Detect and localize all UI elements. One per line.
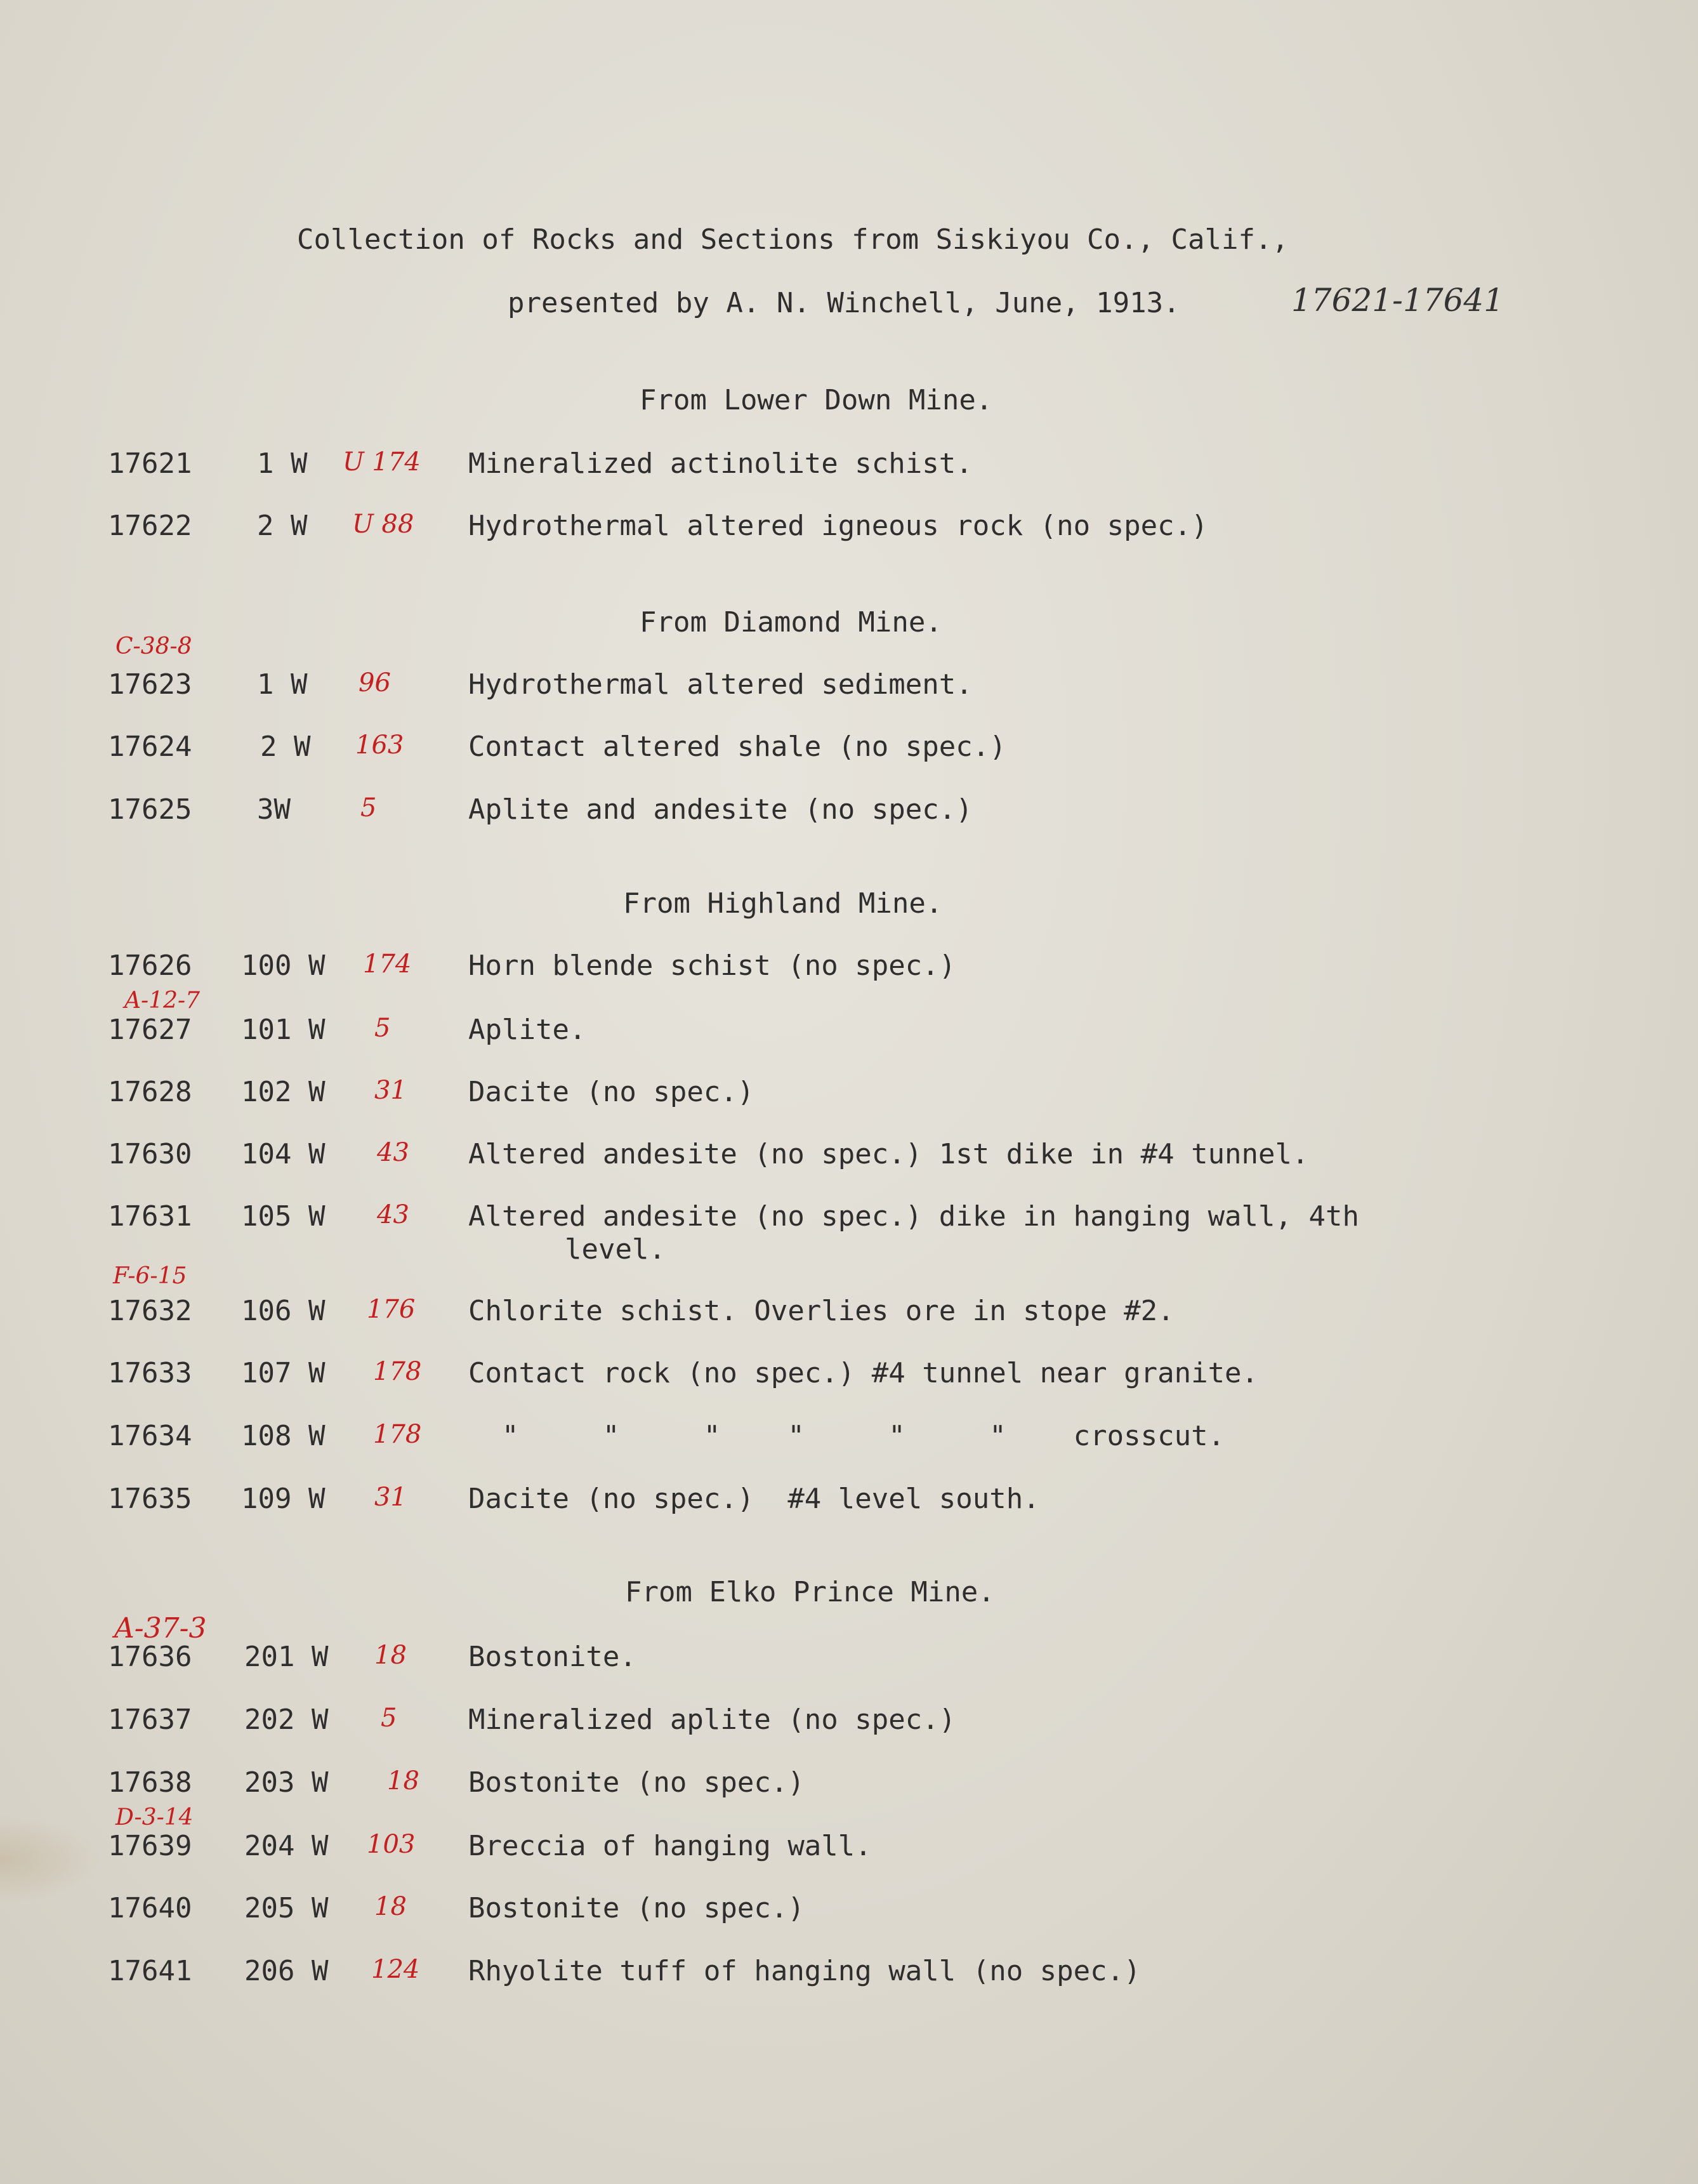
rock-description: Dacite (no spec.) #4 level south. — [468, 1483, 1040, 1515]
red-annotation: 18 — [374, 1892, 407, 1921]
red-annotation: 5 — [360, 793, 377, 823]
section-heading-diamond-mine: From Diamond Mine. — [640, 606, 942, 639]
rock-description: Mineralized actinolite schist. — [468, 447, 973, 480]
rock-description: Chlorite schist. Overlies ore in stope #2. — [468, 1295, 1175, 1327]
section-heading-elko-prince-mine: From Elko Prince Mine. — [625, 1576, 995, 1608]
field-code: 206 W — [244, 1955, 329, 1987]
field-code: 109 W — [241, 1483, 326, 1515]
catalog-number: 17622 — [108, 510, 192, 542]
field-code: 108 W — [241, 1420, 326, 1452]
rock-description: Rhyolite tuff of hanging wall (no spec.) — [468, 1955, 1141, 1987]
red-annotation: 178 — [373, 1357, 422, 1386]
field-code: 201 W — [244, 1641, 329, 1673]
margin-annotation: D-3-14 — [115, 1804, 194, 1830]
catalog-number: 17625 — [108, 793, 192, 826]
catalog-number: 17633 — [108, 1357, 192, 1389]
red-annotation: U 174 — [343, 447, 421, 477]
rock-description-continued: level. — [565, 1233, 666, 1266]
red-annotation: U 88 — [352, 510, 414, 539]
red-annotation: 103 — [367, 1830, 416, 1859]
rock-description: Bostonite (no spec.) — [468, 1766, 805, 1799]
catalog-number: 17639 — [108, 1830, 192, 1862]
catalog-number: 17623 — [108, 668, 192, 701]
rock-description: Aplite. — [468, 1014, 586, 1046]
catalog-number: 17638 — [108, 1766, 192, 1799]
field-code: 100 W — [241, 950, 326, 982]
rock-description: Mineralized aplite (no spec.) — [468, 1704, 956, 1736]
catalog-number: 17628 — [108, 1076, 192, 1108]
section-heading-highland-mine: From Highland Mine. — [623, 887, 943, 920]
field-code: 104 W — [241, 1138, 326, 1170]
catalog-range-note: 17621-17641 — [1291, 282, 1504, 319]
red-annotation: 174 — [363, 950, 412, 979]
field-code: 107 W — [241, 1357, 326, 1389]
red-annotation: 31 — [374, 1076, 407, 1105]
catalog-number: 17626 — [108, 950, 192, 982]
catalog-number: 17632 — [108, 1295, 192, 1327]
red-annotation: 176 — [367, 1295, 416, 1324]
red-annotation: 31 — [374, 1483, 407, 1512]
catalog-number: 17621 — [108, 447, 192, 480]
rock-description: Breccia of hanging wall. — [468, 1830, 872, 1862]
field-code: 101 W — [241, 1014, 326, 1046]
rock-description: Dacite (no spec.) — [468, 1076, 754, 1108]
catalog-number: 17624 — [108, 731, 192, 763]
field-code: 204 W — [244, 1830, 329, 1862]
red-annotation: 18 — [387, 1766, 419, 1796]
margin-annotation: A-37-3 — [114, 1612, 207, 1645]
rock-description: Contact rock (no spec.) #4 tunnel near granite. — [468, 1357, 1259, 1389]
field-code: 106 W — [241, 1295, 326, 1327]
rock-description: Horn blende schist (no spec.) — [468, 950, 956, 982]
section-heading-lower-down-mine: From Lower Down Mine. — [640, 384, 993, 416]
margin-annotation: F-6-15 — [113, 1263, 187, 1289]
field-code: 202 W — [244, 1704, 329, 1736]
red-annotation: 178 — [373, 1420, 422, 1449]
catalog-number: 17640 — [108, 1892, 192, 1924]
field-code: 102 W — [241, 1076, 326, 1108]
rock-description: Bostonite. — [468, 1641, 636, 1673]
catalog-number: 17637 — [108, 1704, 192, 1736]
red-annotation: 163 — [355, 731, 404, 760]
red-annotation: 5 — [374, 1014, 391, 1043]
rock-description: Hydrothermal altered sediment. — [468, 668, 973, 701]
rock-description: Bostonite (no spec.) — [468, 1892, 805, 1924]
rock-description: " " " " " " crosscut. — [468, 1420, 1225, 1452]
field-code: 1 W — [257, 447, 308, 480]
catalog-number: 17635 — [108, 1483, 192, 1515]
field-code: 205 W — [244, 1892, 329, 1924]
red-annotation: 124 — [371, 1955, 420, 1984]
rock-description: Aplite and andesite (no spec.) — [468, 793, 973, 826]
rock-description: Contact altered shale (no spec.) — [468, 731, 1006, 763]
field-code: 3W — [257, 793, 291, 826]
margin-annotation: C-38-8 — [115, 633, 192, 659]
rock-description: Altered andesite (no spec.) 1st dike in #4 tunnel. — [468, 1138, 1309, 1170]
red-annotation: 43 — [377, 1138, 409, 1167]
rock-description: Altered andesite (no spec.) dike in hanging wall, 4th — [468, 1200, 1359, 1233]
field-code: 2 W — [257, 510, 308, 542]
catalog-number: 17634 — [108, 1420, 192, 1452]
catalog-number: 17630 — [108, 1138, 192, 1170]
field-code: 2 W — [260, 731, 311, 763]
document-title: Collection of Rocks and Sections from Siskiyou Co., Calif., — [297, 223, 1289, 256]
catalog-number: 17636 — [108, 1641, 192, 1673]
catalog-number: 17641 — [108, 1955, 192, 1987]
field-code: 1 W — [257, 668, 308, 701]
red-annotation: 5 — [381, 1704, 397, 1733]
catalog-number: 17627 — [108, 1014, 192, 1046]
red-annotation: 43 — [377, 1200, 409, 1229]
red-annotation: 18 — [374, 1641, 407, 1670]
margin-annotation: A-12-7 — [124, 988, 201, 1014]
field-code: 203 W — [244, 1766, 329, 1799]
catalog-number: 17631 — [108, 1200, 192, 1233]
document-subtitle: presented by A. N. Winchell, June, 1913. — [508, 287, 1180, 319]
field-code: 105 W — [241, 1200, 326, 1233]
paper-stain — [0, 1815, 102, 1904]
rock-description: Hydrothermal altered igneous rock (no spec.) — [468, 510, 1208, 542]
red-annotation: 96 — [359, 668, 391, 698]
